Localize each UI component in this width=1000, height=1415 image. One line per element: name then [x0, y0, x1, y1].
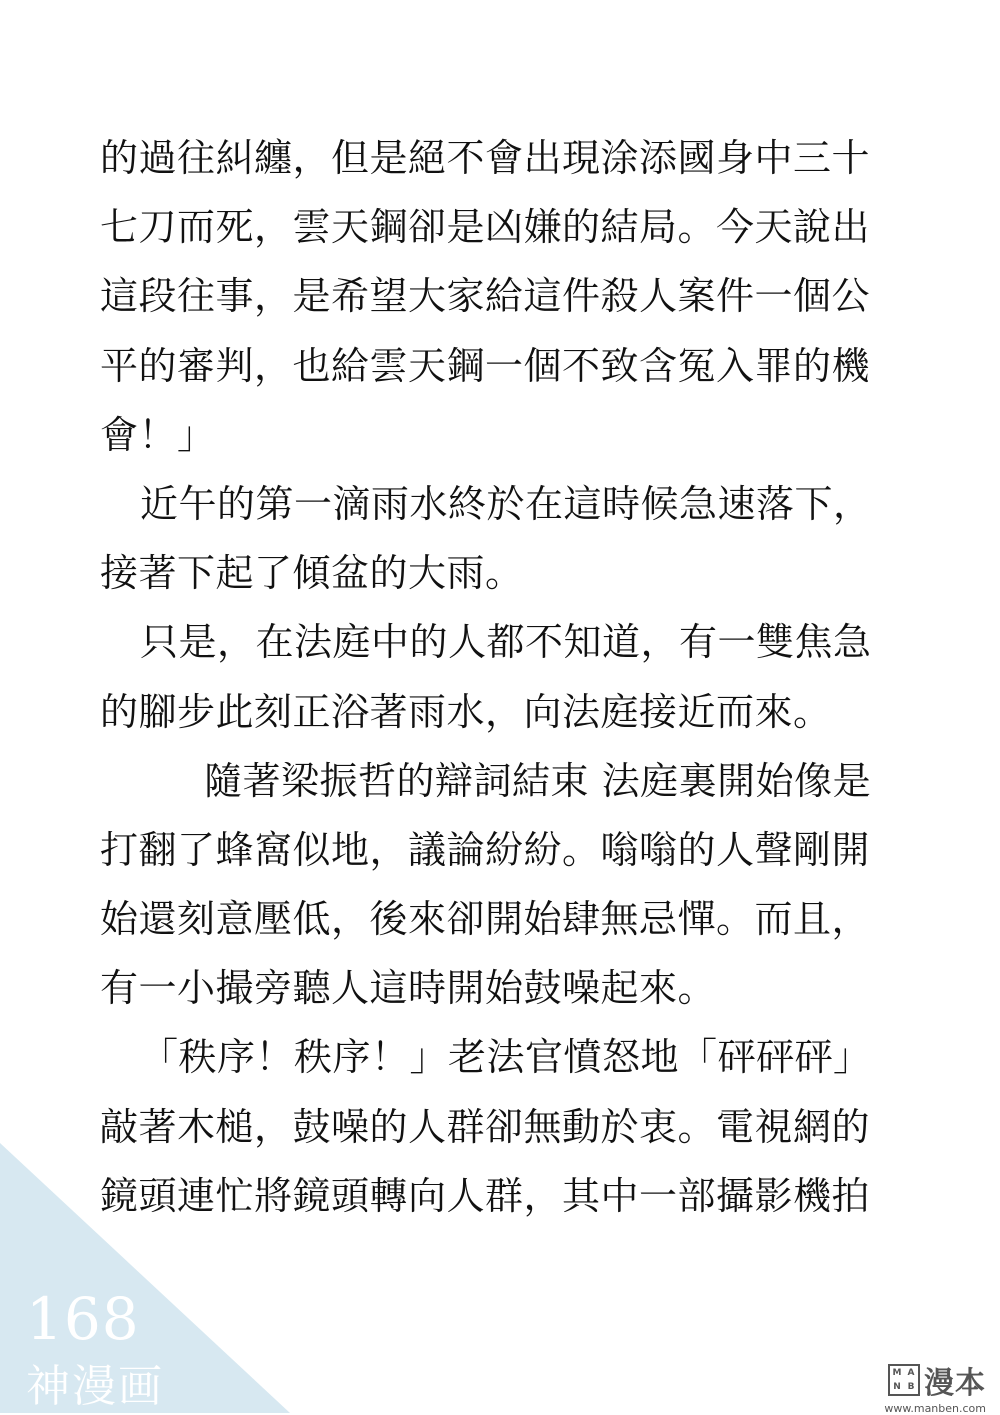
text-line: 敲著木槌，鼓噪的人群卻無動於衷。電視網的 [100, 1104, 871, 1149]
body-text [100, 124, 910, 1231]
text-line: 會！」 [100, 412, 216, 457]
text-line: 打翻了蜂窩似地，議論紛紛。嗡嗡的人聲剛開 [100, 827, 871, 872]
text-line: 「秩序！秩序！」老法官憤怒地「砰砰砰」 [140, 1035, 872, 1080]
brand-logo [884, 1358, 986, 1415]
text-line: 七刀而死，雲天鋼卻是凶嫌的結局。今天說出 [100, 205, 871, 250]
brand-logo-icon: M A N B [888, 1364, 920, 1396]
brand-url: www.manben.com [884, 1402, 986, 1415]
text-line: 這段往事，是希望大家給這件殺人案件一個公 [100, 274, 871, 319]
text-line: 近午的第一滴雨水終於在這時候急速落下， [140, 481, 872, 526]
watermark-text: 神漫画 [26, 1361, 164, 1412]
text-line: 的腳步此刻正浴著雨水，向法庭接近而來。 [100, 689, 832, 734]
text-line: 始還刻意壓低，後來卻開始肆無忌憚。而且， [100, 897, 871, 942]
text-line: 鏡頭連忙將鏡頭轉向人群，其中一部攝影機拍 [100, 1173, 871, 1218]
text-line: 接著下起了傾盆的大雨。 [100, 551, 524, 596]
text-line: 有一小撮旁聽人這時開始鼓噪起來。 [100, 966, 717, 1011]
text-line: 只是，在法庭中的人都不知道，有一雙焦急 [140, 620, 872, 665]
text-line: 的過往糾纏，但是絕不會出現涂添國身中三十 [100, 136, 871, 180]
brand-name: 漫本 [924, 1366, 986, 1401]
text-line: 平的審判，也給雲天鋼一個不致含冤入罪的機 [100, 343, 871, 388]
text-line: 隨著梁振哲的辯詞結束 法庭裏開始像是 [204, 758, 872, 803]
page-number: 168 [26, 1285, 140, 1353]
